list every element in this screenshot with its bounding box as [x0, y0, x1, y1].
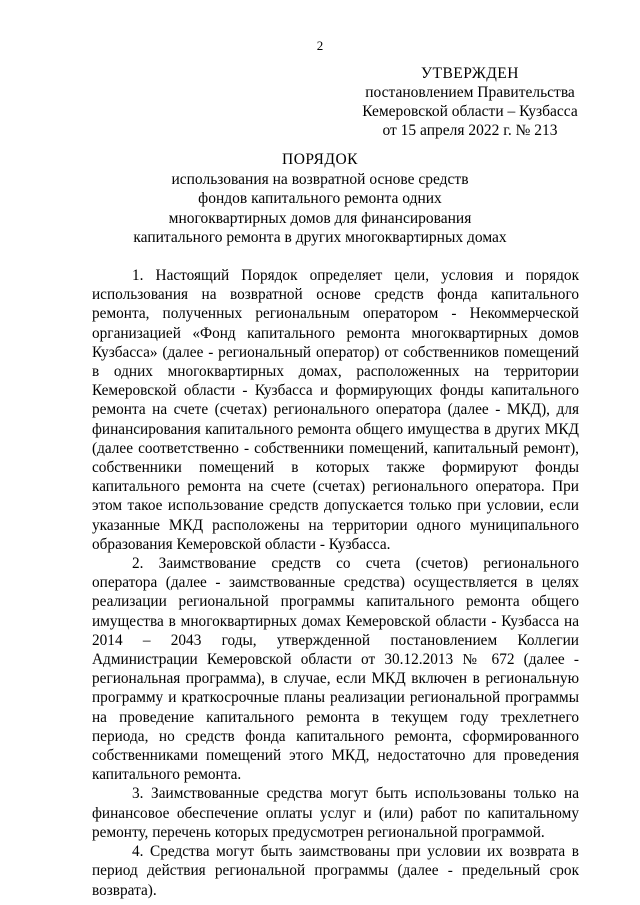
document-subtitle-line-1: использования на возвратной основе средств	[171, 170, 469, 188]
approval-stamp	[340, 64, 600, 140]
paragraph-4: 4. Средства могут быть заимствованы при условии их возврата в период действия региональной программы (далее - предельный срок возврата).	[92, 843, 579, 899]
document-body	[92, 266, 579, 900]
document-subtitle-line-2: фондов капитального ремонта одних	[198, 190, 442, 207]
approval-line-3: от 15 апреля 2022 г. № 213	[382, 122, 558, 139]
approval-line-1: постановлением Правительства	[365, 84, 575, 101]
document-subtitle-line-3: многоквартирных домов для финансирования	[168, 209, 472, 227]
paragraph-3: 3. Заимствованные средства могут быть использованы только на финансовое обеспечение оплаты услуг и (или) работ по капитальному ремонту, перечень которых предусмотрен региональной программой.	[92, 785, 579, 841]
document-subtitle-line-4: капитального ремонта в других многоквартирных домах	[133, 229, 507, 246]
document-title-block	[0, 150, 640, 248]
page-number: 2	[316, 38, 324, 53]
paragraph-2: 2. Заимствование средств со счета (счетов) регионального оператора (далее - заимствованные средства) осуществляется в целях реализации региональной программы капитального ремонта общего имущества в многоквартирных домах Кемеровской области - Кузбасса на 2014 – 2043 годы, утвержденной постановлением Коллегии Администрации Кемеровской области от 30.12.2013 № 672 (далее - региональная программа), в случае, если МКД включен в региональную программу и краткосрочные планы реализации региональной программы на проведение капитального ремонта в текущем году трехлетнего периода, но средств фонда капитального ремонта, сформированного собственниками помещений этого МКД, недостаточно для проведения капитального ремонта.	[92, 555, 579, 784]
approval-line-2: Кемеровской области – Кузбасса	[362, 103, 578, 120]
document-title: ПОРЯДОК	[282, 151, 358, 168]
paragraph-1: 1. Настоящий Порядок определяет цели, условия и порядок использования на возвратной основе средств фонда капитального ремонта, полученных региональным оператором - Некоммерческой организацией «Фонд капитального ремонта многоквартирных домов Кузбасса» (далее - региональный оператор) от собственников помещений в одних многоквартирных домах, расположенных на территории Кемеровской области - Кузбасса и формирующих фонды капитального ремонта на счете (счетах) регионального оператора (далее - МКД), для финансирования капитального ремонта общего имущества в других МКД (далее соответственно - собственники помещений, капитальный ремонт), собственники помещений в которых также формируют фонды капитального ремонта на счете (счетах) регионального оператора. При этом такое использование средств допускается только при условии, если указанные МКД расположены на территории одного муниципального образования Кемеровской области - Кузбасса.	[92, 267, 579, 553]
approval-heading: УТВЕРЖДЕН	[421, 65, 519, 82]
